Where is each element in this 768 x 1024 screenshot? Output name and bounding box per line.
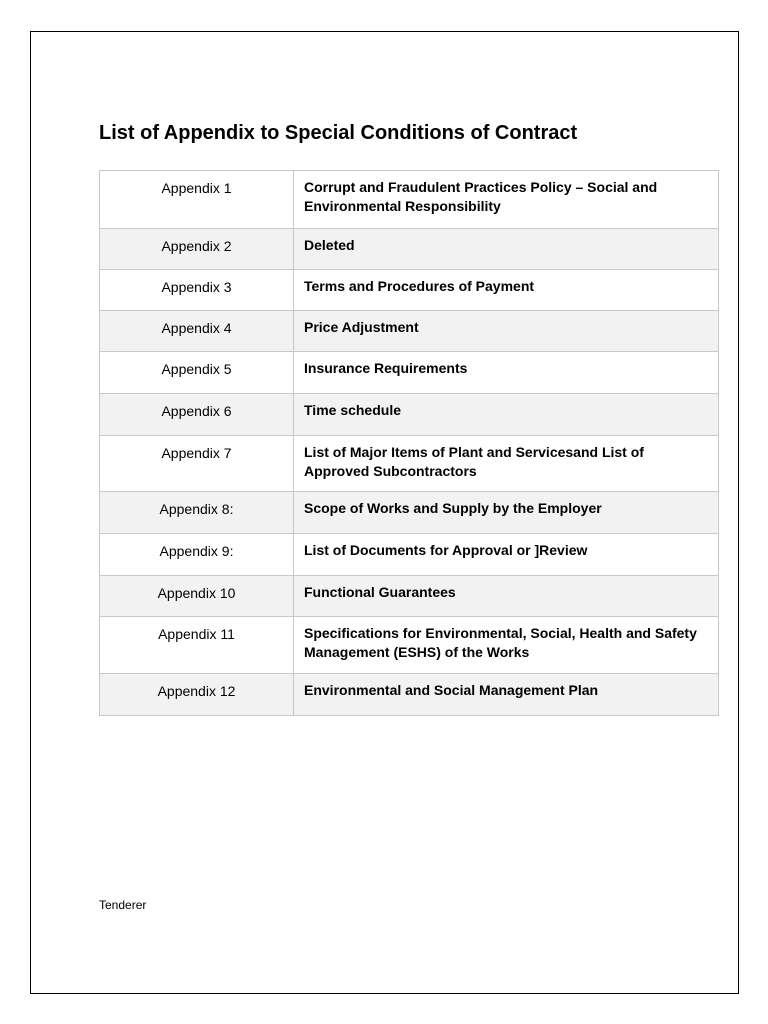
appendix-number: Appendix 7 bbox=[100, 436, 294, 492]
appendix-number: Appendix 9: bbox=[100, 534, 294, 576]
appendix-number: Appendix 11 bbox=[100, 617, 294, 674]
appendix-number: Appendix 4 bbox=[100, 311, 294, 352]
tenderer-label: Tenderer bbox=[99, 898, 147, 912]
appendix-number: Appendix 2 bbox=[100, 229, 294, 270]
appendix-title: List of Major Items of Plant and Servicesand List of Approved Subcontractors bbox=[294, 436, 719, 492]
table-row bbox=[100, 492, 719, 534]
appendix-title: Insurance Requirements bbox=[294, 352, 719, 394]
table-row bbox=[100, 534, 719, 576]
appendix-title: Corrupt and Fraudulent Practices Policy – Social and Environmental Responsibility bbox=[294, 171, 719, 229]
appendix-number: Appendix 8: bbox=[100, 492, 294, 534]
appendix-title: Specifications for Environmental, Social, Health and Safety Management (ESHS) of the Works bbox=[294, 617, 719, 674]
appendix-table-body bbox=[100, 171, 719, 716]
appendix-title: Environmental and Social Management Plan bbox=[294, 674, 719, 716]
table-row bbox=[100, 171, 719, 229]
appendix-number: Appendix 10 bbox=[100, 576, 294, 617]
appendix-title: Functional Guarantees bbox=[294, 576, 719, 617]
table-row bbox=[100, 436, 719, 492]
table-row bbox=[100, 311, 719, 352]
appendix-number: Appendix 12 bbox=[100, 674, 294, 716]
table-row bbox=[100, 617, 719, 674]
appendix-number: Appendix 1 bbox=[100, 171, 294, 229]
appendix-number: Appendix 3 bbox=[100, 270, 294, 311]
appendix-table bbox=[99, 170, 719, 716]
table-row bbox=[100, 270, 719, 311]
appendix-number: Appendix 6 bbox=[100, 394, 294, 436]
appendix-title: Time schedule bbox=[294, 394, 719, 436]
page-title: List of Appendix to Special Conditions of Contract bbox=[99, 122, 578, 144]
appendix-title: Scope of Works and Supply by the Employer bbox=[294, 492, 719, 534]
table-row bbox=[100, 576, 719, 617]
table-row bbox=[100, 229, 719, 270]
appendix-number: Appendix 5 bbox=[100, 352, 294, 394]
appendix-title: Terms and Procedures of Payment bbox=[294, 270, 719, 311]
appendix-title: List of Documents for Approval or ]Review bbox=[294, 534, 719, 576]
appendix-title: Price Adjustment bbox=[294, 311, 719, 352]
table-row bbox=[100, 394, 719, 436]
table-row bbox=[100, 674, 719, 716]
table-row bbox=[100, 352, 719, 394]
appendix-title: Deleted bbox=[294, 229, 719, 270]
